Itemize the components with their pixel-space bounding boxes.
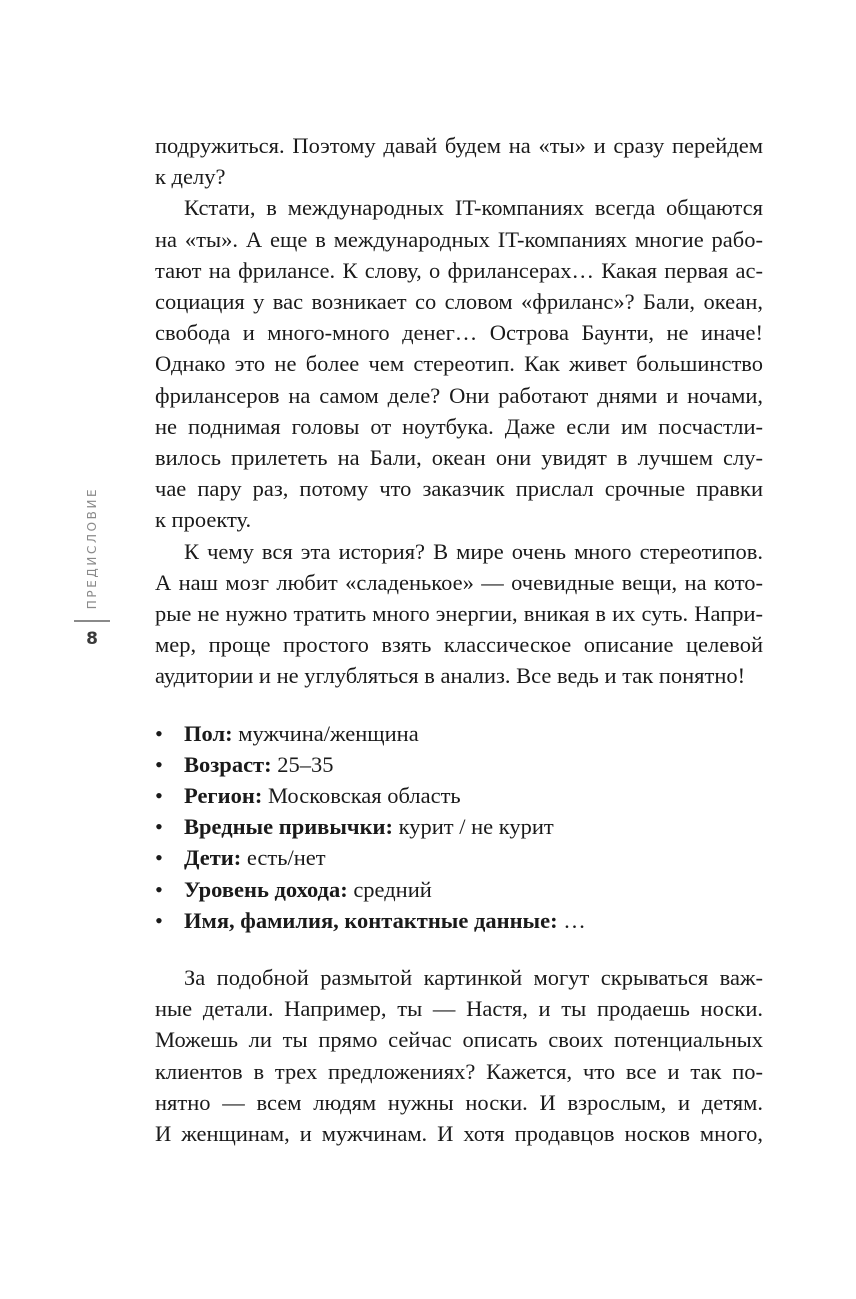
text-line: на «ты». А еще в международных IT-компаниях многие рабо-: [155, 226, 763, 252]
text-line: нятно — всем людям нужны носки. И взрослым, и детям.: [155, 1089, 763, 1115]
list-item: [155, 780, 763, 811]
text-line: Можешь ли ты прямо сейчас описать своих потенциальных: [155, 1027, 763, 1053]
list-item-value: есть/нет: [241, 845, 326, 871]
list-item-value: курит / не курит: [393, 814, 554, 840]
list-item: [155, 749, 763, 780]
sidebar-divider: [74, 620, 110, 622]
bullet-icon: •: [155, 845, 163, 871]
list-item-label: Возраст:: [184, 751, 272, 777]
text-line: А наш мозг любит «сладенькое» — очевидные вещи, на кото-: [155, 569, 763, 595]
body-text: [155, 130, 763, 1149]
text-line: ные детали. Например, ты — Настя, и ты продаешь носки.: [155, 996, 763, 1022]
text-line: рые не нужно тратить много энергии, вникая в их суть. Напри-: [155, 601, 763, 627]
list-item: [155, 874, 763, 905]
text-line: клиентов в трех предложениях? Кажется, что все и так по-: [155, 1058, 763, 1084]
bullet-icon: •: [155, 876, 163, 902]
text-line: чае пару раз, потому что заказчик прислал срочные правки: [155, 476, 763, 502]
list-item-value: мужчина/женщина: [232, 720, 419, 746]
list-item: [155, 811, 763, 842]
text-line: мер, проще простого взять классическое описание целевой: [155, 632, 763, 658]
bullet-icon: •: [155, 907, 163, 933]
list-item: [155, 905, 763, 936]
text-line: К чему вся эта история? В мире очень много стереотипов.: [184, 538, 763, 564]
paragraph-1: [155, 130, 763, 192]
section-title-vertical: [74, 486, 110, 610]
bullet-icon: •: [155, 720, 163, 746]
list-item-value: …: [557, 907, 586, 933]
text-line: социация у вас возникает со словом «фриланс»? Бали, океан,: [155, 289, 763, 315]
paragraph-2: [155, 192, 763, 535]
list-item-label: Пол:: [184, 720, 233, 746]
text-line: За подобной размытой картинкой могут скрываться важ-: [184, 965, 763, 991]
list-item-label: Уровень дохода:: [184, 876, 348, 902]
paragraph-3: [155, 536, 763, 692]
list-item-label: Регион:: [184, 783, 263, 809]
text-line: свобода и много-много денег… Острова Баунти, не иначе!: [155, 320, 763, 346]
list-item: [155, 718, 763, 749]
section-sidebar: [74, 486, 110, 662]
text-line: тают на фрилансе. К слову, о фрилансерах… Какая первая ас-: [155, 257, 763, 283]
text-line: к проекту.: [155, 507, 252, 533]
text-line: аудитории и не углубляться в анализ. Все ведь и так понятно!: [155, 663, 746, 689]
list-item-label: Дети:: [184, 845, 242, 871]
paragraph-4: [155, 962, 763, 1149]
page-number: 8: [86, 629, 98, 649]
text-line: Однако это не более чем стереотип. Как живет большинство: [155, 351, 763, 377]
text-line: к делу?: [155, 164, 226, 190]
list-item: [155, 842, 763, 873]
text-line: вилось прилететь на Бали, океан они увидят в лучшем слу-: [155, 445, 763, 471]
text-line: И женщинам, и мужчинам. И хотя продавцов носков много,: [155, 1121, 763, 1147]
list-item-value: 25–35: [271, 751, 334, 777]
text-line: Кстати, в международных IT-компаниях всегда общаются: [184, 195, 763, 221]
bullet-icon: •: [155, 814, 163, 840]
list-item-label: Имя, фамилия, контактные данные:: [184, 907, 558, 933]
text-line: фрилансеров на самом деле? Они работают днями и ночами,: [155, 382, 763, 408]
text-line: подружиться. Поэтому давай будем на «ты» и сразу перейдем: [155, 133, 763, 158]
text-line: не поднимая головы от ноутбука. Даже если им посчастли-: [155, 413, 763, 439]
audience-attributes-list: [155, 718, 763, 936]
list-item-value: средний: [347, 876, 432, 902]
bullet-icon: •: [155, 751, 163, 777]
list-item-value: Московская область: [262, 783, 461, 809]
bullet-icon: •: [155, 783, 163, 809]
section-title: ПРЕДИСЛОВИЕ: [85, 486, 99, 610]
list-item-label: Вредные привычки:: [184, 814, 394, 840]
